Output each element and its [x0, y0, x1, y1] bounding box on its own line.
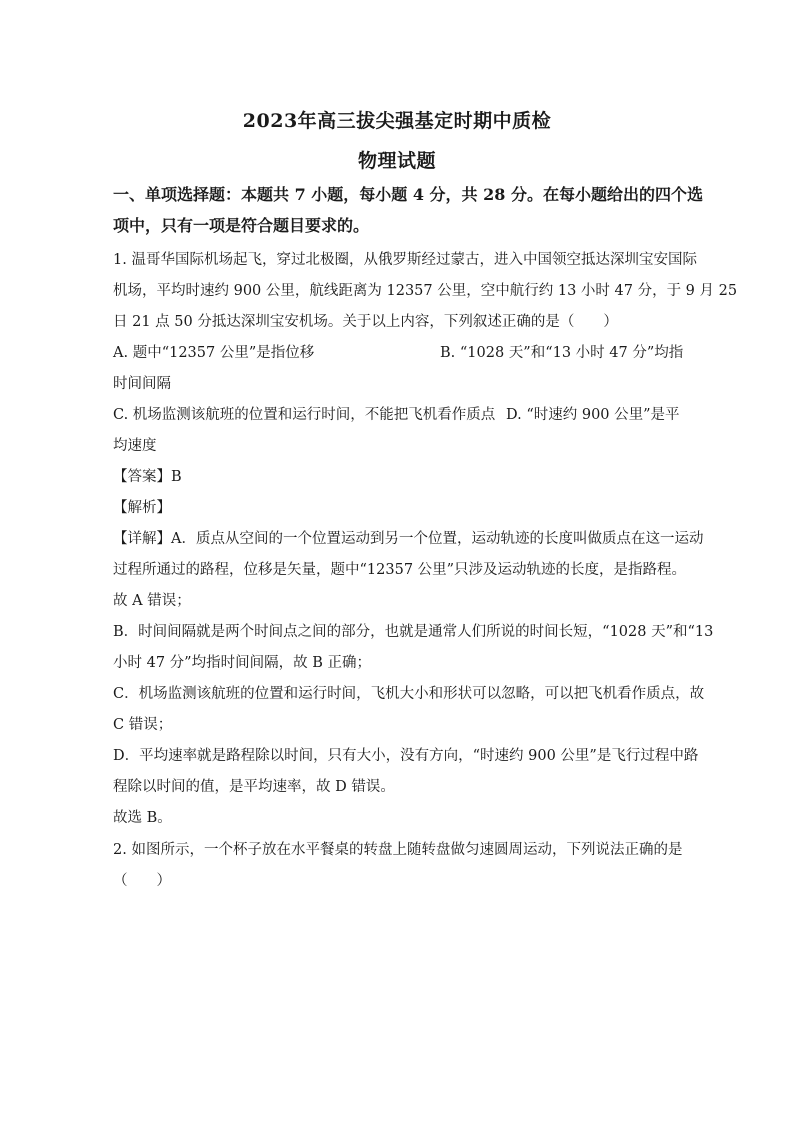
q1-option-a: A. 题中“12357 公里”是指位移	[113, 345, 315, 361]
exam-subtitle: 物理试题	[357, 150, 436, 172]
q1-stem-line-1: 1. 温哥华国际机场起飞，穿过北极圈，从俄罗斯经过蒙古，进入中国领空抵达深圳宝安国际	[113, 252, 697, 268]
q1-detail-line-9: 程除以时间的值，是平均速率，故 D 错误。	[113, 779, 395, 795]
q1-analysis-label: 【解析】	[113, 500, 171, 516]
q1-detail-line-2: 过程所通过的路程，位移是矢量，题中“12357 公里”只涉及运动轨迹的长度，是指路程。	[113, 562, 687, 578]
section-heading-line-2: 项中，只有一项是符合题目要求的。	[113, 216, 370, 235]
q1-detail-line-8: D．平均速率就是路程除以时间，只有大小，没有方向，“时速约 900 公里”是飞行过程中路	[113, 748, 699, 764]
q1-detail-line-5: 小时 47 分”均指时间间隔，故 B 正确；	[113, 655, 371, 671]
section-heading-line-1: 一、单项选择题：本题共 7 小题，每小题 4 分，共 28 分。在每小题给出的四个选	[113, 185, 703, 204]
q1-detail-line-3: 故 A 错误；	[113, 593, 191, 609]
q2-stem-line-1: 2. 如图所示，一个杯子放在水平餐桌的转盘上随转盘做匀速圆周运动，下列说法正确的是	[113, 842, 683, 858]
exam-title: 2023年高三拔尖强基定时期中质检	[242, 110, 552, 132]
q1-option-d-continued: 均速度	[113, 438, 157, 454]
q1-detail-line-10: 故选 B。	[113, 810, 172, 826]
q1-detail-line-1: 【详解】A．质点从空间的一个位置运动到另一个位置，运动轨迹的长度叫做质点在这一运动	[113, 531, 704, 547]
q1-option-d: D. “时速约 900 公里”是平	[506, 407, 680, 423]
q1-option-b-continued: 时间间隔	[113, 376, 171, 392]
q1-detail-line-7: C 错误；	[113, 717, 173, 733]
q2-stem-line-2: （ ）	[113, 873, 171, 889]
q1-option-b: B. “1028 天”和“13 小时 47 分”均指	[440, 345, 684, 361]
q1-option-c: C. 机场监测该航班的位置和运行时间，不能把飞机看作质点	[113, 407, 496, 423]
q1-detail-line-4: B．时间间隔就是两个时间点之间的部分，也就是通常人们所说的时间长短，“1028 天”和“13	[113, 624, 714, 640]
q1-detail-line-6: C．机场监测该航班的位置和运行时间，飞机大小和形状可以忽略，可以把飞机看作质点，故	[113, 686, 705, 702]
q1-stem-line-3: 日 21 点 50 分抵达深圳宝安机场。关于以上内容，下列叙述正确的是（ ）	[113, 314, 618, 330]
q1-answer: 【答案】B	[113, 469, 182, 485]
q1-stem-line-2: 机场，平均时速约 900 公里，航线距离为 12357 公里，空中航行约 13 小时 47 分，于 9 月 25	[113, 283, 738, 299]
